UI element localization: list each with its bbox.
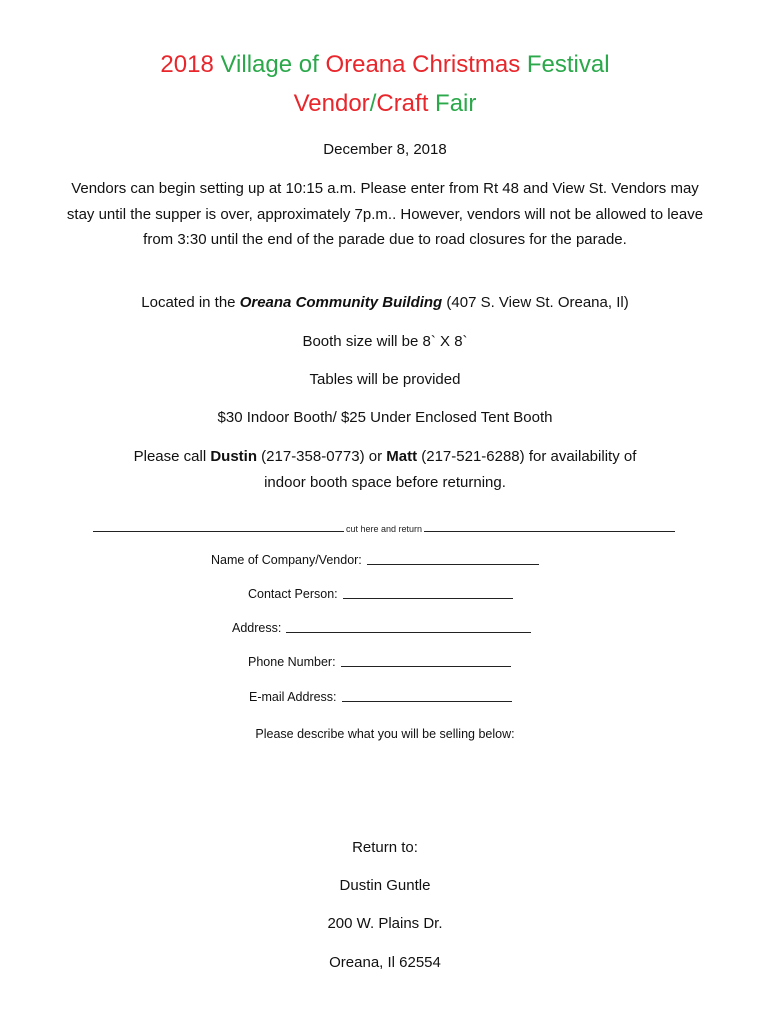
contact-text-2: (217-358-0773) or [257, 448, 387, 465]
contact-line-2: indoor booth space before returning. [264, 474, 506, 491]
title-vendor: Vendor [293, 90, 370, 117]
location-building: Oreana Community Building [239, 294, 443, 311]
return-name: Dustin Guntle [339, 877, 431, 894]
contact-name-matt: Matt [386, 448, 418, 465]
pricing: $30 Indoor Booth/ $25 Under Enclosed Tent Booth [217, 409, 553, 426]
phone-field [248, 655, 511, 669]
title-fair: Fair [435, 90, 477, 117]
phone-blank [341, 666, 511, 667]
location-prefix: Located in the [141, 294, 240, 311]
contact-person-blank [343, 598, 513, 599]
title-christmas: Christmas [405, 51, 527, 78]
contact-line-1 [0, 448, 770, 465]
location-suffix: (407 S. View St. Oreana, Il) [442, 294, 629, 311]
email-label: E-mail Address: [249, 690, 337, 704]
booth-size: Booth size will be 8` X 8` [302, 333, 468, 350]
setup-paragraph: Vendors can begin setting up at 10:15 a.m. Please enter from Rt 48 and View St. Vendors may stay until the supper is over, approximately 7p.m.. However, vendors will not be allowed to leave from 3:30 until the end of the parade due to road closures for the parade. [66, 180, 704, 248]
cut-rule-right [424, 531, 675, 532]
contact-person-field [248, 587, 513, 601]
address-field [232, 621, 531, 635]
title-festival: Festival [526, 51, 610, 78]
return-heading: Return to: [352, 839, 418, 856]
address-label: Address: [232, 621, 282, 635]
contact-person-label: Contact Person: [248, 587, 338, 601]
contact-text-1: Please call [133, 448, 211, 465]
cut-line [93, 518, 675, 534]
title-slash: / [369, 90, 377, 117]
title-line-2 [0, 89, 770, 119]
return-street: 200 W. Plains Dr. [327, 915, 443, 932]
tables-note: Tables will be provided [309, 371, 461, 388]
contact-text-3: (217-521-6288) for availability of [417, 448, 637, 465]
email-blank [342, 701, 512, 702]
event-date: December 8, 2018 [323, 141, 447, 158]
company-blank [367, 564, 539, 565]
title-year: 2018 [160, 51, 214, 78]
cut-label: cut here and return [345, 524, 423, 534]
email-field [249, 690, 512, 704]
location-line [0, 294, 770, 311]
describe-label: Please describe what you will be selling below: [255, 727, 515, 741]
title-craft: Craft [376, 90, 429, 117]
company-field [211, 553, 539, 567]
title-oreana: Oreana [325, 51, 406, 78]
return-city: Oreana, Il 62554 [329, 954, 441, 971]
cut-rule-left [93, 531, 344, 532]
company-label: Name of Company/Vendor: [211, 553, 362, 567]
title-line-1 [0, 50, 770, 80]
phone-label: Phone Number: [248, 655, 336, 669]
title-village-of: Village of [213, 51, 326, 78]
contact-name-dustin: Dustin [210, 448, 257, 465]
address-blank [286, 632, 531, 633]
